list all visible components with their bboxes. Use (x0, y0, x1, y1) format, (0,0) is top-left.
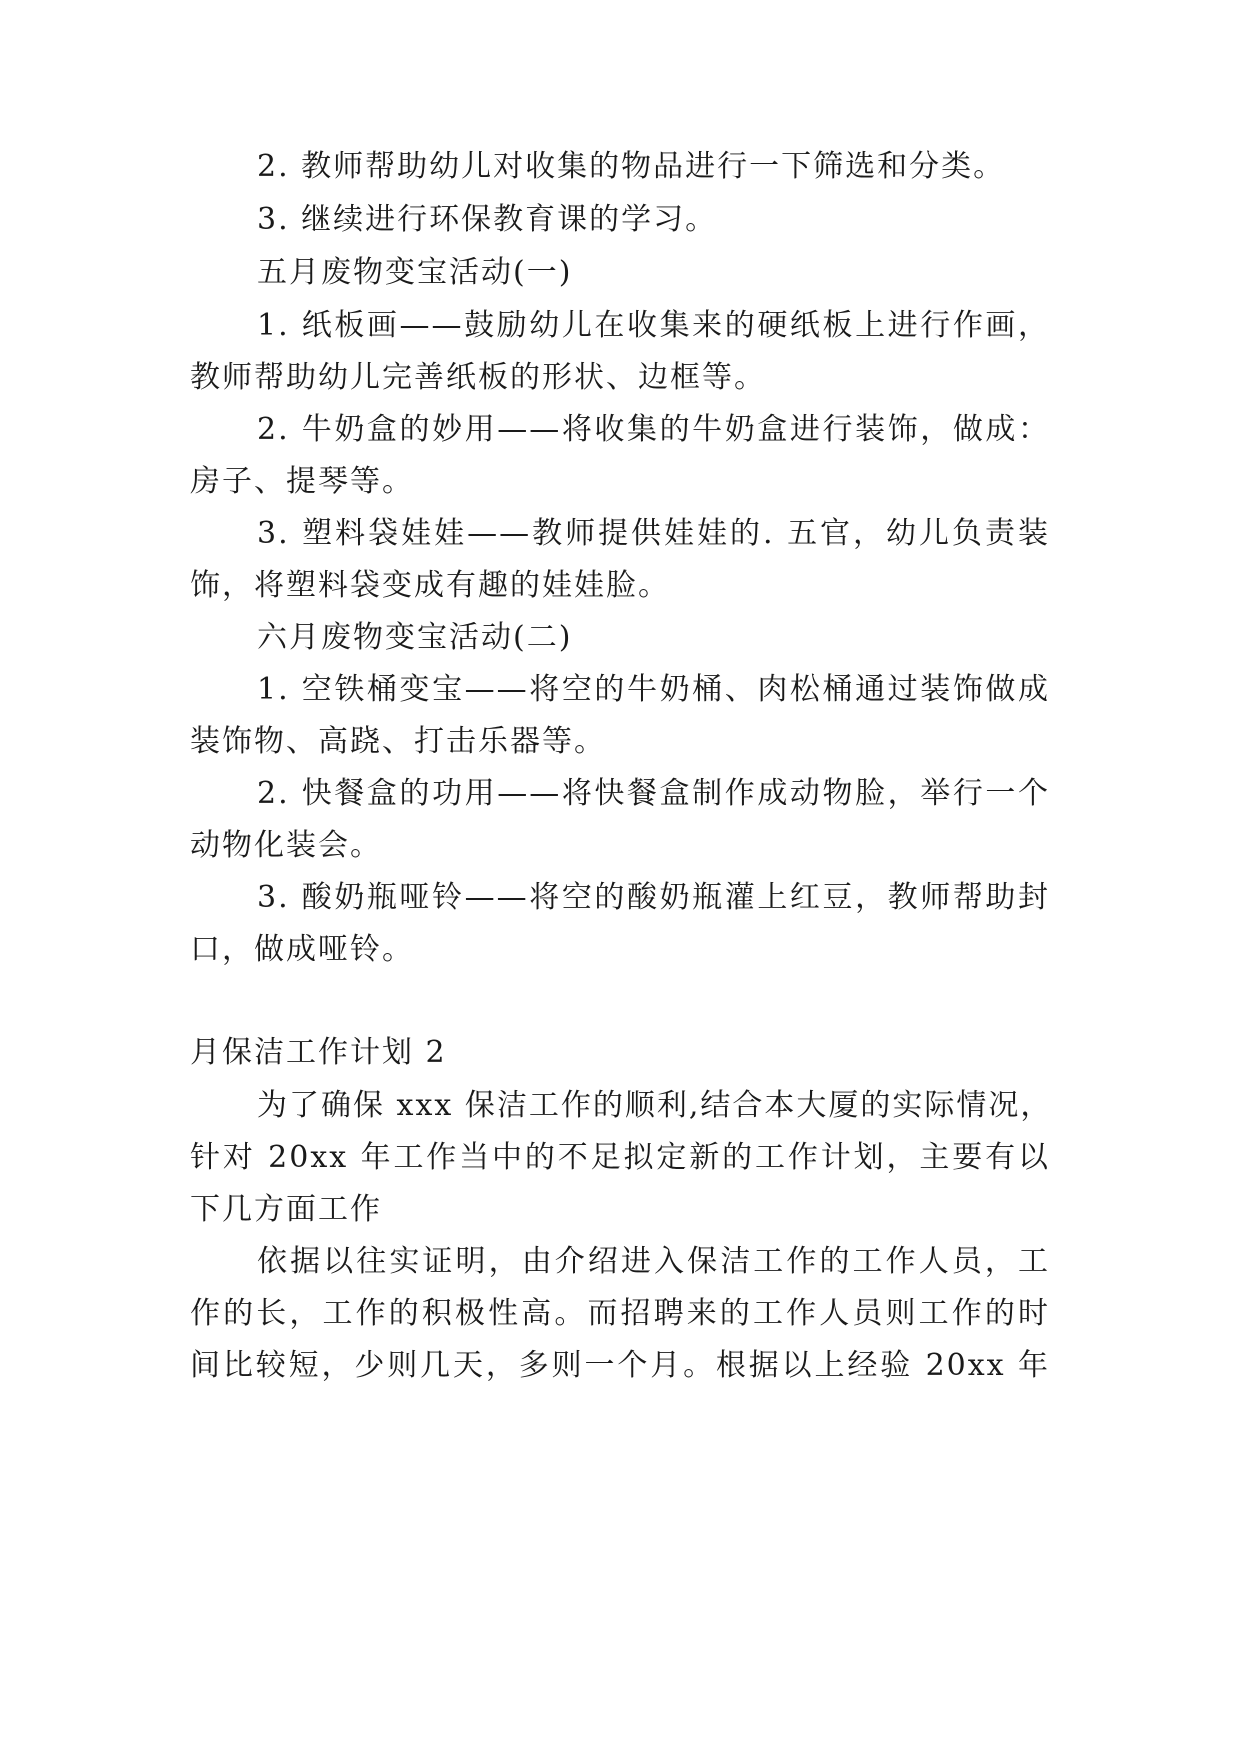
list-item: 3. 塑料袋娃娃——教师提供娃娃的. 五官，幼儿负责装 (257, 516, 1050, 551)
paragraph-line: 依据以往实证明，由介绍进入保洁工作的工作人员，工 (257, 1244, 1050, 1279)
paragraph-line: 作的长，工作的积极性高。而招聘来的工作人员则工作的时 (190, 1296, 1050, 1331)
list-item: 3. 酸奶瓶哑铃——将空的酸奶瓶灌上红豆，教师帮助封 (257, 880, 1050, 915)
list-item-continuation: 房子、提琴等。 (190, 464, 414, 499)
list-item: 1. 空铁桶变宝——将空的牛奶桶、肉松桶通过装饰做成 (257, 672, 1050, 707)
list-item: 3. 继续进行环保教育课的学习。 (257, 202, 718, 237)
section-title: 月保洁工作计划 2 (190, 1035, 447, 1070)
section-heading-may: 五月废物变宝活动(一) (257, 255, 573, 290)
list-item-continuation: 口，做成哑铃。 (190, 932, 414, 967)
list-item-continuation: 装饰物、高跷、打击乐器等。 (190, 724, 606, 759)
list-item-continuation: 动物化装会。 (190, 828, 382, 863)
list-item-continuation: 饰，将塑料袋变成有趣的娃娃脸。 (190, 568, 670, 603)
section-heading-june: 六月废物变宝活动(二) (257, 620, 573, 655)
list-item: 2. 快餐盒的功用——将快餐盒制作成动物脸，举行一个 (257, 776, 1050, 811)
paragraph-line: 间比较短，少则几天，多则一个月。根据以上经验 20xx 年 (190, 1348, 1050, 1383)
list-item: 1. 纸板画——鼓励幼儿在收集来的硬纸板上进行作画， (257, 308, 1050, 343)
paragraph-line: 针对 20xx 年工作当中的不足拟定新的工作计划，主要有以 (190, 1140, 1050, 1175)
list-item-continuation: 教师帮助幼儿完善纸板的形状、边框等。 (190, 360, 766, 395)
list-item: 2. 教师帮助幼儿对收集的物品进行一下筛选和分类。 (257, 149, 1006, 184)
paragraph-line: 为了确保 xxx 保洁工作的顺利,结合本大厦的实际情况， (257, 1088, 1053, 1123)
list-item: 2. 牛奶盒的妙用——将收集的牛奶盒进行装饰，做成： (257, 412, 1050, 447)
paragraph-line: 下几方面工作 (190, 1192, 382, 1227)
